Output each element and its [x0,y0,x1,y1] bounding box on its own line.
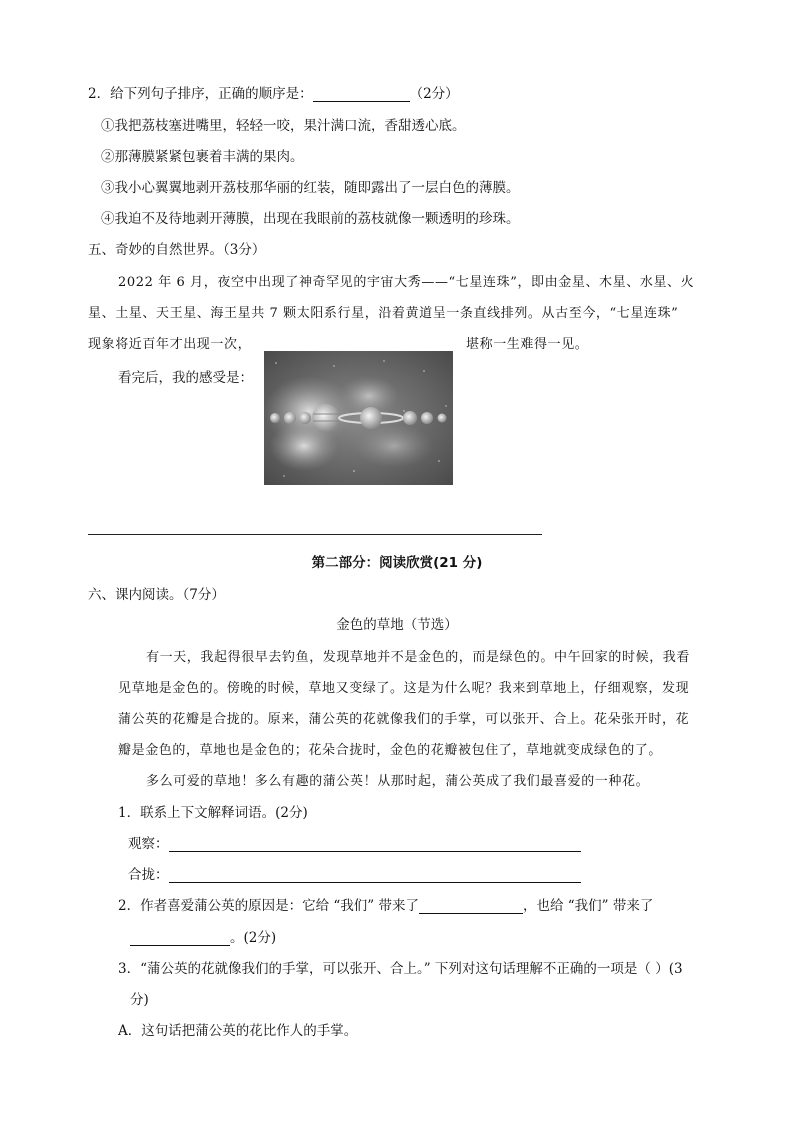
q6-3-line1: 3．“蒲公英的花就像我们的手掌，可以张开、合上。” 下列对这句话理解不正确的一项是（ ）(3 [118,961,683,977]
q2-points: （2分） [409,86,459,102]
q6-1: 1．联系上下文解释词语。(2分) [118,805,308,821]
q2-answer-blank[interactable] [313,86,410,102]
q6-1-observe-label: 观察： [128,836,169,852]
section-divider [88,534,542,535]
q6-3-option-a[interactable]: A．这句话把蒲公英的花比作人的手掌。 [118,1023,358,1039]
passage-line-4: 瓣是金色的，草地也是金色的；花朵合拢时，金色的花瓣被包住了，草地就变成绿色的了。 [118,743,663,758]
passage-line-2: 见草地是金色的。傍晚的时候，草地又变绿了。这是为什么呢？我来到草地上，仔细观察，发现 [118,681,690,696]
section6-title: 六、课内阅读。（7分） [88,587,225,603]
passage-line-3: 蒲公英的花瓣是合拢的。原来，蒲公英的花就像我们的手掌，可以张开、合上。花朵张开时，花 [118,712,690,727]
planet-alignment-image [264,351,453,485]
section5-para-line3a: 现象将近百年才出现一次， [88,337,252,352]
section5-para-line2: 星、土星、天王星、海王星共 7 颗太阳系行星，沿着黄道呈一条直线排列。从古至今，“七星连珠” [88,306,679,321]
q6-1-close-row [128,863,581,883]
part2-title: 第二部分：阅读欣赏(21 分) [311,555,483,571]
q2-sentence-4: ④我迫不及待地剥开薄膜，出现在我眼前的荔枝就像一颗透明的珍珠。 [101,211,520,227]
q2-sentence-2: ②那薄膜紧紧包裹着丰满的果肉。 [101,149,304,165]
q2-stem: 2．给下列句子排序，正确的顺序是： [88,86,313,102]
passage-title: 金色的草地（节选） [336,617,458,633]
q6-1-observe-row [128,832,581,852]
q2-sentence-1: ①我把荔枝塞进嘴里，轻轻一咬，果汁满口流，香甜透心底。 [101,118,466,134]
q6-1-close-label: 合拢： [128,867,169,883]
q6-3-line2: 分) [130,992,149,1008]
q6-1-close-blank[interactable] [169,867,581,883]
section5-title: 五、奇妙的自然世界。（3分） [88,242,266,258]
q6-2-line2 [130,926,276,946]
q2-sentence-3: ③我小心翼翼地剥开荔枝那华丽的红装，随即露出了一层白色的薄膜。 [101,180,520,196]
q6-2-part-c: 。(2分) [230,930,277,946]
q6-2-blank-1[interactable] [419,898,523,914]
q6-1-observe-blank[interactable] [169,836,581,852]
q6-2-part-a: 2．作者喜爱蒲公英的原因是：它给 “我们” 带来了 [118,898,419,914]
section5-para-line3b: 堪称一生难得一见。 [466,337,589,352]
q6-2-blank-2[interactable] [130,930,230,946]
q6-2-part-b: ，也给 “我们” 带来了 [522,898,654,914]
q6-2-line1 [118,894,653,914]
section5-para-line1: 2022 年 6 月，夜空中出现了神奇罕见的宇宙大秀——“七星连珠”，即由金星、木星、水星、火 [118,275,695,290]
section5-feeling-prompt: 看完后，我的感受是： [118,370,253,386]
passage-line-5: 多么可爱的草地！多么有趣的蒲公英！从那时起，蒲公英成了我们最喜爱的一种花。 [146,774,650,789]
passage-line-1: 有一天，我起得很早去钓鱼，发现草地并不是金色的，而是绿色的。中午回家的时候，我看 [146,650,691,665]
q2-stem-line [88,82,459,102]
